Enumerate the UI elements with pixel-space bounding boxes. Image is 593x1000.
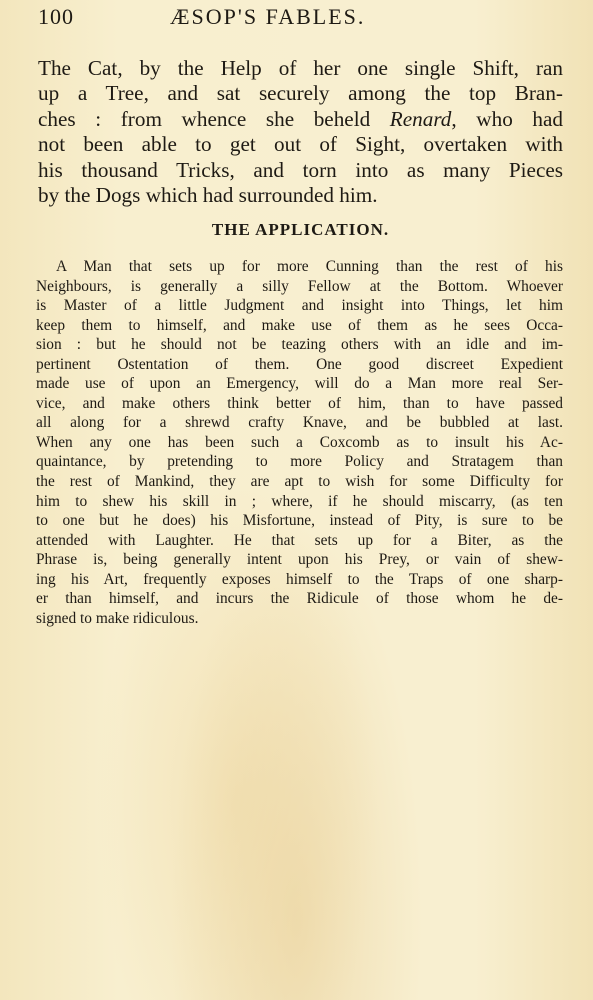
application-line: Phrase is, being generally intent upon his Prey, or vain of shew- [36, 551, 563, 569]
application-title: THE APPLICATION. [211, 220, 390, 239]
application-paragraph [36, 257, 563, 628]
running-head: ÆSOP'S FABLES. [170, 4, 366, 29]
application-line: is Master of a little Judgment and insight into Things, let him [36, 297, 563, 315]
page-number: 100 [38, 4, 74, 29]
fable-line: ches : from whence she beheld Renard, who had [38, 106, 563, 131]
fable-line: not been able to get out of Sight, overtaken with [38, 132, 563, 157]
application-line: pertinent Ostentation of them. One good discreet Expedient [36, 355, 563, 373]
page-header [38, 4, 558, 36]
fable-line: his thousand Tricks, and torn into as many Pieces [38, 157, 563, 182]
application-line: to one but he does) his Misfortune, instead of Pity, is sure to be [36, 512, 563, 530]
application-line: him to shew his skill in ; where, if he should miscarry, (as ten [36, 492, 563, 510]
fable-line: by the Dogs which had surrounded him. [38, 183, 378, 208]
application-line: quaintance, by pretending to more Policy and Stratagem than [36, 453, 563, 471]
fable-line: up a Tree, and sat securely among the top Bran- [38, 81, 563, 106]
application-line: Neighbours, is generally a silly Fellow at the Bottom. Whoever [36, 277, 563, 295]
fable-paragraph [38, 56, 563, 208]
application-line: signed to make ridiculous. [36, 609, 199, 627]
application-line: made use of upon an Emergency, will do a Man more real Ser- [36, 375, 563, 393]
application-line: attended with Laughter. He that sets up for a Biter, as the [36, 531, 563, 549]
application-line: er than himself, and incurs the Ridicule of those whom he de- [36, 590, 563, 608]
application-line: keep them to himself, and make use of them as he sees Occa- [36, 316, 563, 334]
fable-line: The Cat, by the Help of her one single Shift, ran [38, 56, 563, 80]
application-line: ing his Art, frequently exposes himself to the Traps of one sharp- [36, 570, 563, 588]
application-line: sion : but he should not be teazing others with an idle and im- [36, 336, 563, 354]
application-line: all along for a shrewd crafty Knave, and be bubbled at last. [36, 414, 563, 432]
application-line: A Man that sets up for more Cunning than the rest of his [56, 258, 563, 275]
application-line: vice, and make others think better of him, than to have passed [36, 394, 563, 412]
application-line: When any one has been such a Coxcomb as to insult his Ac- [36, 433, 563, 451]
application-line: the rest of Mankind, they are apt to wish for some Difficulty for [36, 473, 563, 491]
